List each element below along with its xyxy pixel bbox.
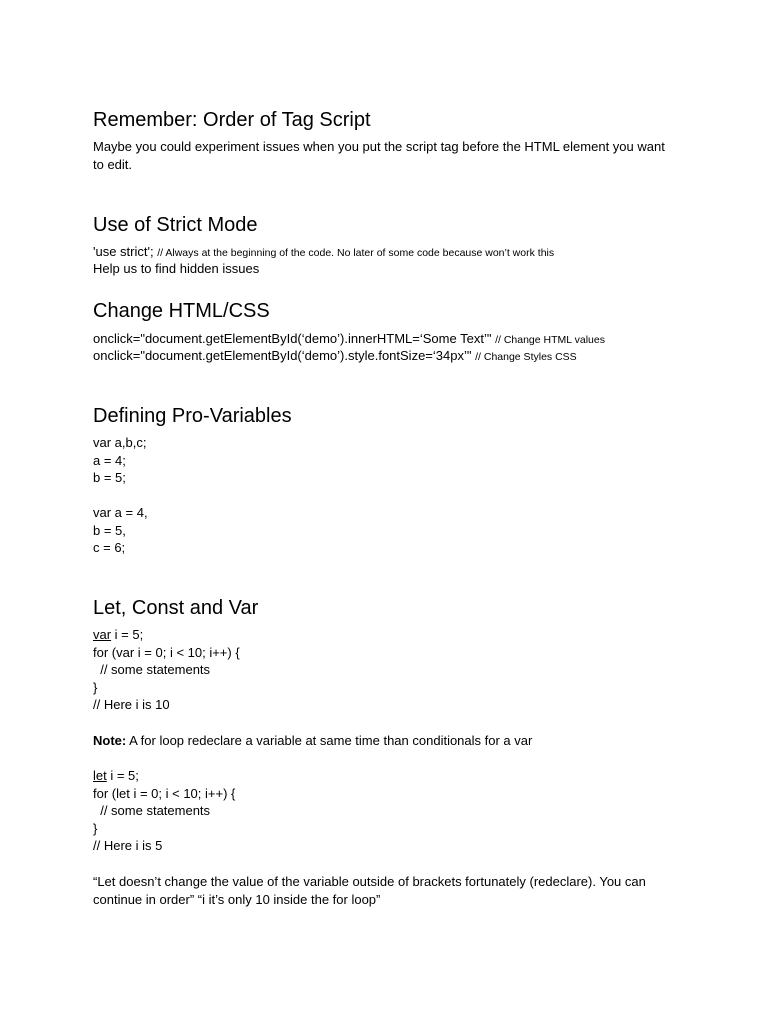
heading-tag-order: Remember: Order of Tag Script <box>93 109 371 131</box>
code-line: for (let i = 0; i < 10; i++) { <box>93 786 236 801</box>
code-line: for (var i = 0; i < 10; i++) { <box>93 645 240 660</box>
code-line: b = 5, <box>93 523 126 538</box>
code-line: c = 6; <box>93 540 126 555</box>
let-declaration-line <box>93 767 139 785</box>
let-keyword: let <box>93 768 107 783</box>
var-keyword: var <box>93 627 112 642</box>
comment-font-size: // Change Styles CSS <box>475 351 577 363</box>
note-text: A for loop redeclare a variable at same time than conditionals for a var <box>126 733 533 748</box>
code-inner-html: onclick="document.getElementById(‘demo’).innerHTML=‘Some Text’" <box>93 331 492 346</box>
let-declaration-rest: i = 5; <box>106 768 139 783</box>
code-line: } <box>93 680 98 695</box>
code-line: var a = 4, <box>93 505 148 520</box>
code-line: var a,b,c; <box>93 435 147 450</box>
heading-let-const-var: Let, Const and Var <box>93 597 259 619</box>
comment-use-strict: // Always at the beginning of the code. No later of some code because won’t work this <box>157 247 555 259</box>
comment-inner-html: // Change HTML values <box>495 334 605 346</box>
heading-pro-variables: Defining Pro-Variables <box>93 405 292 427</box>
code-line: // some statements <box>93 662 211 677</box>
paragraph-tag-order: Maybe you could experiment issues when you put the script tag before the HTML element you want to edit. <box>93 139 665 172</box>
code-line: } <box>93 821 98 836</box>
code-line: // Here i is 5 <box>93 838 163 853</box>
code-line: // Here i is 10 <box>93 697 170 712</box>
var-declaration-rest: i = 5; <box>111 627 144 642</box>
code-font-size: onclick="document.getElementById(‘demo’).style.fontSize=‘34px’" <box>93 348 472 363</box>
note-line <box>93 732 532 750</box>
heading-change-html-css: Change HTML/CSS <box>93 300 270 322</box>
strict-mode-note: Help us to find hidden issues <box>93 261 260 276</box>
code-use-strict: 'use strict'; <box>93 244 154 259</box>
let-quote-paragraph: “Let doesn’t change the value of the variable outside of brackets fortunately (redeclare). You can continue in order” “i it’s only 10 inside the for loop” <box>93 874 646 907</box>
code-line: // some statements <box>93 803 211 818</box>
heading-strict-mode: Use of Strict Mode <box>93 214 258 236</box>
var-declaration-line <box>93 626 143 644</box>
change-css-line <box>93 347 577 367</box>
code-line: b = 5; <box>93 470 126 485</box>
note-label: Note: <box>93 733 127 748</box>
code-line: a = 4; <box>93 453 126 468</box>
